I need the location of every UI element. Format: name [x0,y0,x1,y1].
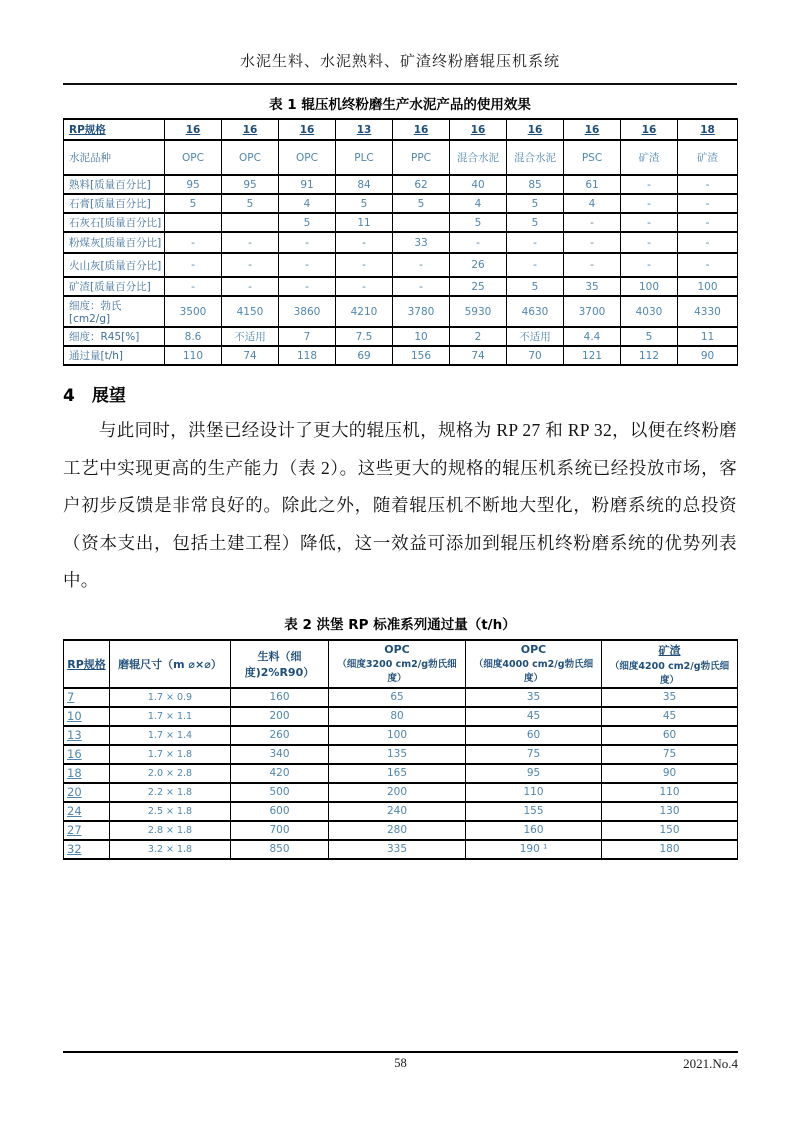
table2-row [64,745,738,764]
table2-header-row [64,640,738,688]
table2-cell: 60 [466,726,602,745]
table1-cell: - [279,253,336,277]
table2-row [64,764,738,783]
table1 [63,118,738,366]
table1-cell: - [165,232,222,253]
table2-cell: 35 [602,688,738,707]
table1-cell: OPC [279,140,336,175]
table1-cell: 不适用 [507,327,564,346]
table2-cell: 90 [602,764,738,783]
table2-cell: 1.7 × 0.9 [110,688,231,707]
table1-cell: 4030 [621,296,678,327]
table2-cell: 65 [329,688,466,707]
table2-cell: 2.2 × 1.8 [110,783,231,802]
table1-row-label: 细度：R45[%] [64,327,165,346]
table1-cell: PSC [564,140,621,175]
table2-row [64,783,738,802]
table2-cell: 80 [329,707,466,726]
table2-cell: 1.7 × 1.4 [110,726,231,745]
table1-row-label: 石膏[质量百分比] [64,194,165,213]
table1-cell: 矿渣 [621,140,678,175]
table2-row [64,802,738,821]
table1-cell: 10 [393,327,450,346]
table1-cell: 35 [564,277,621,296]
table1-cell: - [393,277,450,296]
issue-label: 2021.No.4 [683,1056,738,1071]
table1-row-label: 熟料[质量百分比] [64,175,165,194]
table2-header-cell: OPC （细度3200 cm2/g勃氏细度） [329,640,466,688]
table1-cell: 4 [564,194,621,213]
table1-cell: - [621,232,678,253]
table1-cell: - [393,253,450,277]
table1-header-cell: 16 [507,119,564,140]
footer-divider [63,1051,738,1053]
table1-cell: 4 [450,194,507,213]
table1-row [64,232,738,253]
table1-row-label: 火山灰[质量百分比] [64,253,165,277]
table1-cell: 4630 [507,296,564,327]
running-header-title: 水泥生料、水泥熟料、矿渣终粉磨辊压机系统 [239,54,560,70]
table2-cell: 180 [602,840,738,859]
table1-cell: - [621,213,678,232]
table1-cell: - [678,232,738,253]
table1-header-cell: 16 [279,119,336,140]
table2-rp-cell: 10 [64,707,110,726]
table1-cell: 5 [507,277,564,296]
table1-row-label: 通过量[t/h] [64,346,165,365]
table1-cell [165,213,222,232]
table1-row [64,296,738,327]
table1-cell: 74 [450,346,507,365]
table1-cell: - [564,232,621,253]
table2-cell: 420 [231,764,329,783]
table1-header-row [64,119,738,140]
table1-cell: 100 [621,277,678,296]
table1-cell: PLC [336,140,393,175]
table2-header-cell: 生料（细度)2%R90） [231,640,329,688]
table1-cell [222,213,279,232]
table1-cell: - [564,253,621,277]
table2-row [64,840,738,859]
table1-cell: 5930 [450,296,507,327]
table1-header-cell: 16 [393,119,450,140]
table2-rp-cell: 27 [64,821,110,840]
table1-row [64,327,738,346]
table1-cell: 110 [165,346,222,365]
table2-cell: 160 [231,688,329,707]
table2-caption: 表 2 洪堡 RP 标准系列通过量（t/h） [284,616,516,633]
table2-rp-cell: 24 [64,802,110,821]
table1-header-cell: 16 [165,119,222,140]
table2-cell: 35 [466,688,602,707]
table1-cell: - [165,277,222,296]
table2-cell: 2.0 × 2.8 [110,764,231,783]
table1-row [64,194,738,213]
table1-cell: 5 [279,213,336,232]
table2-cell: 150 [602,821,738,840]
table2-header-cell: 磨辊尺寸（m ⌀×⌀） [110,640,231,688]
section-heading [63,381,737,406]
table1-cell: - [450,232,507,253]
table2-cell: 165 [329,764,466,783]
table1-cell: 混合水泥 [507,140,564,175]
table2-row [64,688,738,707]
table1-cell [393,213,450,232]
table1-cell: 40 [450,175,507,194]
table2-cell: 850 [231,840,329,859]
table1-cell: 33 [393,232,450,253]
table2-cell: 3.2 × 1.8 [110,840,231,859]
table1-header-cell: 13 [336,119,393,140]
table2-cell: 200 [231,707,329,726]
table2-row [64,726,738,745]
table1-cell: 4150 [222,296,279,327]
table1-cell: 矿渣 [678,140,738,175]
table1-cell: - [678,253,738,277]
table2-cell: 335 [329,840,466,859]
table1-cell: 7 [279,327,336,346]
table2-rp-cell: 18 [64,764,110,783]
table2-cell: 75 [602,745,738,764]
table1-cell: - [621,253,678,277]
table2-cell: 135 [329,745,466,764]
table1-cell: 5 [450,213,507,232]
table2-cell: 2.8 × 1.8 [110,821,231,840]
table1-cell: - [222,277,279,296]
table1-row-label: 水泥品种 [64,140,165,175]
table1-cell: - [279,232,336,253]
table1-cell: 5 [165,194,222,213]
table1-cell: 4.4 [564,327,621,346]
table1-caption: 表 1 辊压机终粉磨生产水泥产品的使用效果 [269,97,531,113]
table1-cell: 26 [450,253,507,277]
table2-cell: 500 [231,783,329,802]
table1-cell: - [165,253,222,277]
table1-cell: 85 [507,175,564,194]
table2-cell: 1.7 × 1.1 [110,707,231,726]
table1-cell: OPC [222,140,279,175]
table1-cell: - [336,277,393,296]
table2 [63,639,738,860]
table2-cell: 60 [602,726,738,745]
table1-row [64,253,738,277]
table1-row [64,213,738,232]
table1-cell: 90 [678,346,738,365]
table2-cell: 700 [231,821,329,840]
table1-cell: 3700 [564,296,621,327]
table1-cell: 121 [564,346,621,365]
table2-cell: 130 [602,802,738,821]
table1-cell: - [621,194,678,213]
table2-cell: 110 [602,783,738,802]
table1-cell: 69 [336,346,393,365]
table1-header-cell: 16 [222,119,279,140]
table1-cell: - [279,277,336,296]
table1-header-cell: 16 [564,119,621,140]
table1-cell: OPC [165,140,222,175]
table1-cell: 2 [450,327,507,346]
table2-row [64,821,738,840]
table1-cell: 3860 [279,296,336,327]
table1-cell: 118 [279,346,336,365]
running-header [63,0,737,71]
table2-cell: 100 [329,726,466,745]
table1-cell: 5 [621,327,678,346]
table2-cell: 240 [329,802,466,821]
table2-header-cell: RP规格 [64,640,110,688]
table1-header-label: RP规格 [64,119,165,140]
table1-cell: 5 [393,194,450,213]
table2-cell: 260 [231,726,329,745]
table1-row [64,346,738,365]
table1-cell: - [507,253,564,277]
table1-cell: - [678,194,738,213]
page-number: 58 [394,1056,407,1070]
table1-cell: - [336,232,393,253]
table2-cell: 340 [231,745,329,764]
table1-cell: - [222,232,279,253]
table2-rp-cell: 13 [64,726,110,745]
table2-body [64,640,738,859]
table1-cell: 7.5 [336,327,393,346]
table2-cell: 600 [231,802,329,821]
table1-cell: - [222,253,279,277]
table1-row-label: 矿渣[质量百分比] [64,277,165,296]
table2-header-cell: 矿渣 （细度4200 cm2/g勃氏细度） [602,640,738,688]
table1-cell: 91 [279,175,336,194]
table2-row [64,707,738,726]
table1-cell: 84 [336,175,393,194]
table2-cell: 45 [466,707,602,726]
table1-cell: 4210 [336,296,393,327]
table1-row-label: 细度：勃氏[cm2/g] [64,296,165,327]
table1-cell: 25 [450,277,507,296]
table1-row [64,175,738,194]
table1-cell: 4 [279,194,336,213]
table1-cell: 8.6 [165,327,222,346]
table2-rp-cell: 20 [64,783,110,802]
table2-rp-cell: 32 [64,840,110,859]
body-paragraph: 与此同时，洪堡已经设计了更大的辊压机，规格为 RP 27 和 RP 32，以便在终粉磨工艺中实现更高的生产能力（表 2）。这些更大的规格的辊压机系统已经投放市场，客户初步反馈是非常良好的。除此之外，随着辊压机不断地大型化，粉磨系统的总投资（资本支出，包括土建工程）降低，这一效益可添加到辊压机终粉磨系统的优势列表中。 [63,420,737,590]
section-number: 4 [63,386,75,406]
table1-cell: 3500 [165,296,222,327]
table1-header-cell: 16 [450,119,507,140]
table1-cell: 74 [222,346,279,365]
table1-cell: 3780 [393,296,450,327]
table1-row-label: 粉煤灰[质量百分比] [64,232,165,253]
table2-cell: 160 [466,821,602,840]
table1-cell: 不适用 [222,327,279,346]
table1-cell: 5 [507,213,564,232]
table1-cell: - [564,213,621,232]
table2-cell: 110 [466,783,602,802]
table1-row [64,277,738,296]
table1-cell: PPC [393,140,450,175]
table1-cell: - [621,175,678,194]
table2-cell: 45 [602,707,738,726]
table1-cell: - [678,175,738,194]
table1-cell: 156 [393,346,450,365]
table1-cell: 95 [165,175,222,194]
table1-cell: 100 [678,277,738,296]
table2-cell: 2.5 × 1.8 [110,802,231,821]
table2-cell: 95 [466,764,602,783]
table1-cell: 112 [621,346,678,365]
table2-cell: 200 [329,783,466,802]
table2-rp-cell: 16 [64,745,110,764]
table1-cell: 4330 [678,296,738,327]
table1-cell: 5 [222,194,279,213]
table1-cell: 5 [507,194,564,213]
table1-cell: - [507,232,564,253]
table1-row [64,140,738,175]
table1-cell: 95 [222,175,279,194]
table2-cell: 280 [329,821,466,840]
table1-body [64,119,738,365]
table2-header-cell: OPC （细度4000 cm2/g勃氏细度） [466,640,602,688]
table1-cell: 61 [564,175,621,194]
header-divider [63,83,737,85]
table1-cell: - [336,253,393,277]
table1-cell: 混合水泥 [450,140,507,175]
table2-cell: 1.7 × 1.8 [110,745,231,764]
table1-row-label: 石灰石[质量百分比] [64,213,165,232]
table1-header-cell: 18 [678,119,738,140]
footer [63,1051,738,1071]
table1-cell: 62 [393,175,450,194]
table1-cell: 11 [678,327,738,346]
table1-header-cell: 16 [621,119,678,140]
table1-cell: 11 [336,213,393,232]
table2-cell: 75 [466,745,602,764]
table1-cell: - [678,213,738,232]
table2-rp-cell: 7 [64,688,110,707]
section-title: 展望 [91,386,126,406]
table1-cell: 70 [507,346,564,365]
table2-cell: 155 [466,802,602,821]
table2-cell: 190 ¹ [466,840,602,859]
table1-cell: 5 [336,194,393,213]
